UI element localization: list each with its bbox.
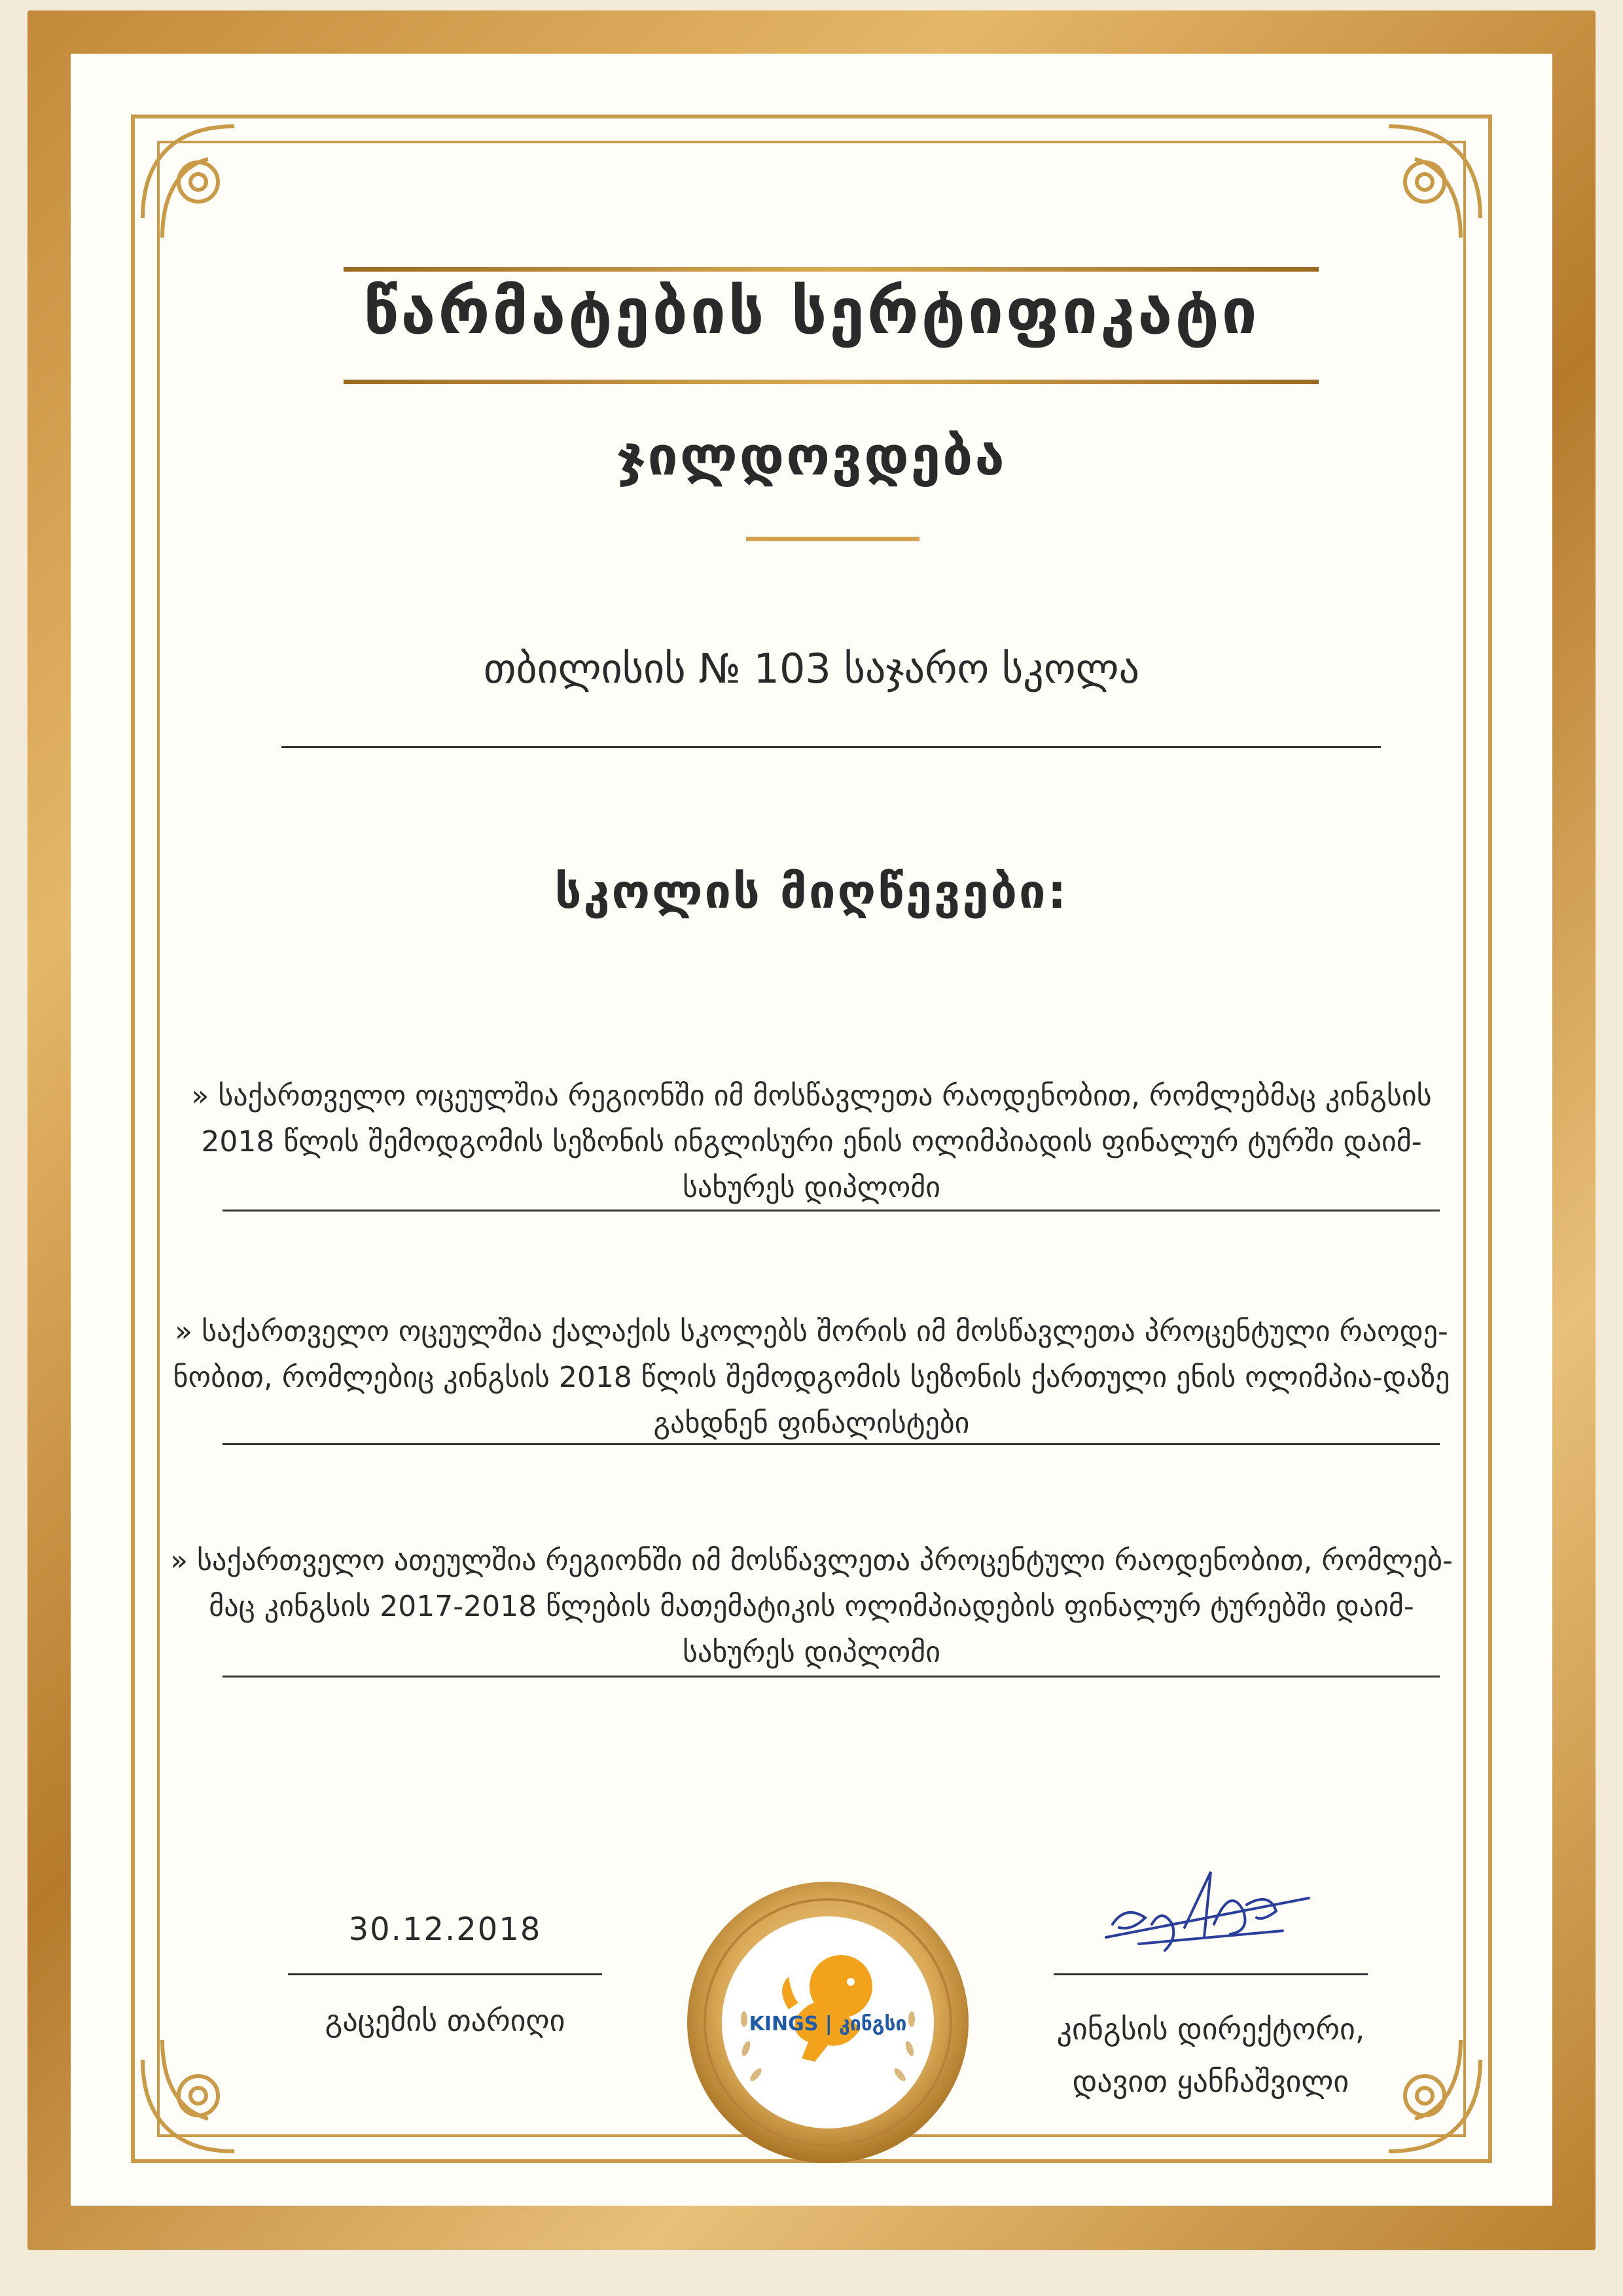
achievement-underline <box>223 1676 1440 1677</box>
achievement-item: » საქართველო ოცეულშია ქალაქის სკოლებს შორის იმ მოსწავლეთა პროცენტული რაოდე-ნობით, რომლებიც კინგსის 2018 წლის შემოდგომის სეზონის ქართული ენის ოლიმპია-დაზე გახდნენ ფინალისტები <box>173 1315 1450 1440</box>
certificate-title: წარმატების სერტიფიკატი <box>363 275 1260 348</box>
achievement-item: » საქართველო ოცეულშია რეგიონში იმ მოსწავლეთა რაოდენობით, რომლებმაც კინგსის 2018 წლის შემოდგომის სეზონის ინგლისური ენის ოლიმპიადის ფინალურ ტურში დაიმ-სახურეს დიპლომი <box>191 1079 1432 1204</box>
issue-date-label: გაცემის თარიღი <box>325 2003 565 2038</box>
corner-ornament-top-right-icon <box>1363 120 1487 244</box>
issue-date: 30.12.2018 <box>348 1911 542 1948</box>
achievement-underline <box>223 1210 1440 1211</box>
director-role: კინგსის დირექტორი, <box>1056 2011 1365 2047</box>
award-subtitle: ჯილდოვდება <box>616 425 1007 488</box>
title-bottom-line <box>344 380 1319 384</box>
achievement-item: » საქართველო ათეულშია რეგიონში იმ მოსწავლეთა პროცენტული რაოდენობით, რომლებ-მაც კინგსის 2017-2018 წლების მათემატიკის ოლიმპიადების ფინალურ ტურებში დაიმ-სახურეს დიპლომი <box>170 1544 1453 1669</box>
date-underline <box>288 1973 602 1975</box>
seal-brand-text: KINGS | კინგსი <box>749 2013 907 2036</box>
director-name: დავით ყანჩაშვილი <box>1072 2064 1349 2099</box>
director-caption <box>1008 2003 1414 2108</box>
director-signature <box>1099 1846 1322 1970</box>
subtitle-divider <box>746 537 919 541</box>
corner-ornament-top-left-icon <box>136 120 260 244</box>
title-top-line <box>344 267 1319 272</box>
corner-ornament-bottom-left-icon <box>136 2034 260 2158</box>
achievement-underline <box>223 1443 1440 1445</box>
school-name-underline <box>281 746 1381 748</box>
school-name: თბილისის № 103 საჯარო სკოლა <box>483 645 1140 692</box>
signature-underline <box>1054 1973 1368 1975</box>
achievements-heading: სკოლის მიღწევები: <box>554 864 1069 919</box>
